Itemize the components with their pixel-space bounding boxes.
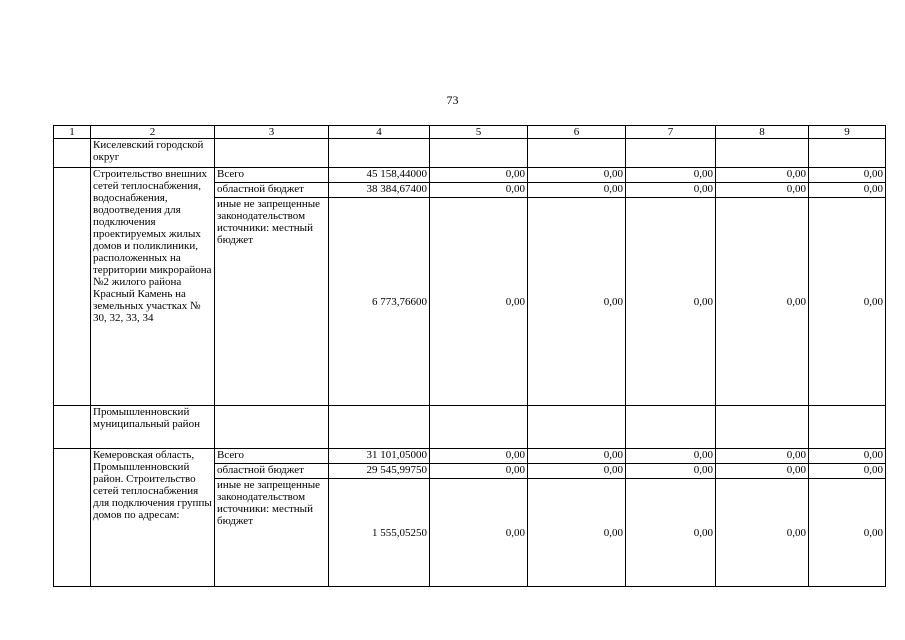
amount-cell: 0,00: [626, 183, 716, 198]
amount-cell: 0,00: [626, 168, 716, 183]
amount-cell: 0,00: [528, 183, 626, 198]
amount-cell: 0,00: [809, 479, 886, 587]
table-row: [54, 168, 886, 183]
amount-cell: 0,00: [716, 183, 809, 198]
amount-cell: 1 555,05250: [329, 479, 430, 587]
amount-cell: 0,00: [430, 479, 528, 587]
amount-cell: 0,00: [430, 449, 528, 464]
amount-cell: 0,00: [528, 168, 626, 183]
amount-cell: 0,00: [528, 479, 626, 587]
amount-cell: 0,00: [809, 198, 886, 406]
column-number: 8: [716, 126, 809, 139]
amount-cell: 0,00: [809, 183, 886, 198]
amount-cell: 0,00: [716, 198, 809, 406]
amount-cell: 38 384,67400: [329, 183, 430, 198]
amount-cell: 31 101,05000: [329, 449, 430, 464]
column-number: 1: [54, 126, 91, 139]
column-number: 6: [528, 126, 626, 139]
column-number: 4: [329, 126, 430, 139]
amount-cell: 0,00: [626, 449, 716, 464]
section-title-row: [54, 406, 886, 449]
amount-cell: 0,00: [809, 168, 886, 183]
section-title-row: [54, 139, 886, 168]
funding-source: областной бюджет: [215, 183, 329, 198]
amount-cell: 0,00: [716, 449, 809, 464]
amount-cell: 45 158,44000: [329, 168, 430, 183]
funding-source: иные не запрещенные законодательством источники: местный бюджет: [215, 198, 329, 406]
funding-source: Всего: [215, 449, 329, 464]
amount-cell: 0,00: [430, 168, 528, 183]
project-description: Кемеровская область, Промышленновский район. Строительство сетей теплоснабжения для подключения группы домов по адресам:: [91, 449, 215, 587]
project-description: Строительство внешних сетей теплоснабжения, водоснабжения, водоотведения для подключения проектируемых жилых домов и поликлиники, расположенных на территории микрорайона №2 жилого района Красный Камень на земельных участках № 30, 32, 33, 34: [91, 168, 215, 406]
amount-cell: 0,00: [809, 464, 886, 479]
column-number-row: [54, 126, 886, 139]
amount-cell: 0,00: [626, 464, 716, 479]
funding-source: областной бюджет: [215, 464, 329, 479]
amount-cell: 6 773,76600: [329, 198, 430, 406]
amount-cell: 0,00: [626, 198, 716, 406]
column-number: 9: [809, 126, 886, 139]
amount-cell: 0,00: [626, 479, 716, 587]
table-row: [54, 449, 886, 464]
amount-cell: 0,00: [716, 464, 809, 479]
amount-cell: 0,00: [430, 183, 528, 198]
funding-source: иные не запрещенные законодательством источники: местный бюджет: [215, 479, 329, 587]
column-number: 2: [91, 126, 215, 139]
amount-cell: 0,00: [528, 198, 626, 406]
column-number: 5: [430, 126, 528, 139]
column-number: 3: [215, 126, 329, 139]
column-number: 7: [626, 126, 716, 139]
funding-source: Всего: [215, 168, 329, 183]
amount-cell: 0,00: [528, 464, 626, 479]
amount-cell: 0,00: [430, 198, 528, 406]
amount-cell: 0,00: [430, 464, 528, 479]
amount-cell: 29 545,99750: [329, 464, 430, 479]
page-number: 73: [446, 93, 459, 107]
amount-cell: 0,00: [809, 449, 886, 464]
budget-table: [53, 125, 886, 587]
amount-cell: 0,00: [716, 168, 809, 183]
amount-cell: 0,00: [716, 479, 809, 587]
amount-cell: 0,00: [528, 449, 626, 464]
section-title: Киселевский городской округ: [91, 139, 215, 168]
section-title: Промышленновский муниципальный район: [91, 406, 215, 449]
